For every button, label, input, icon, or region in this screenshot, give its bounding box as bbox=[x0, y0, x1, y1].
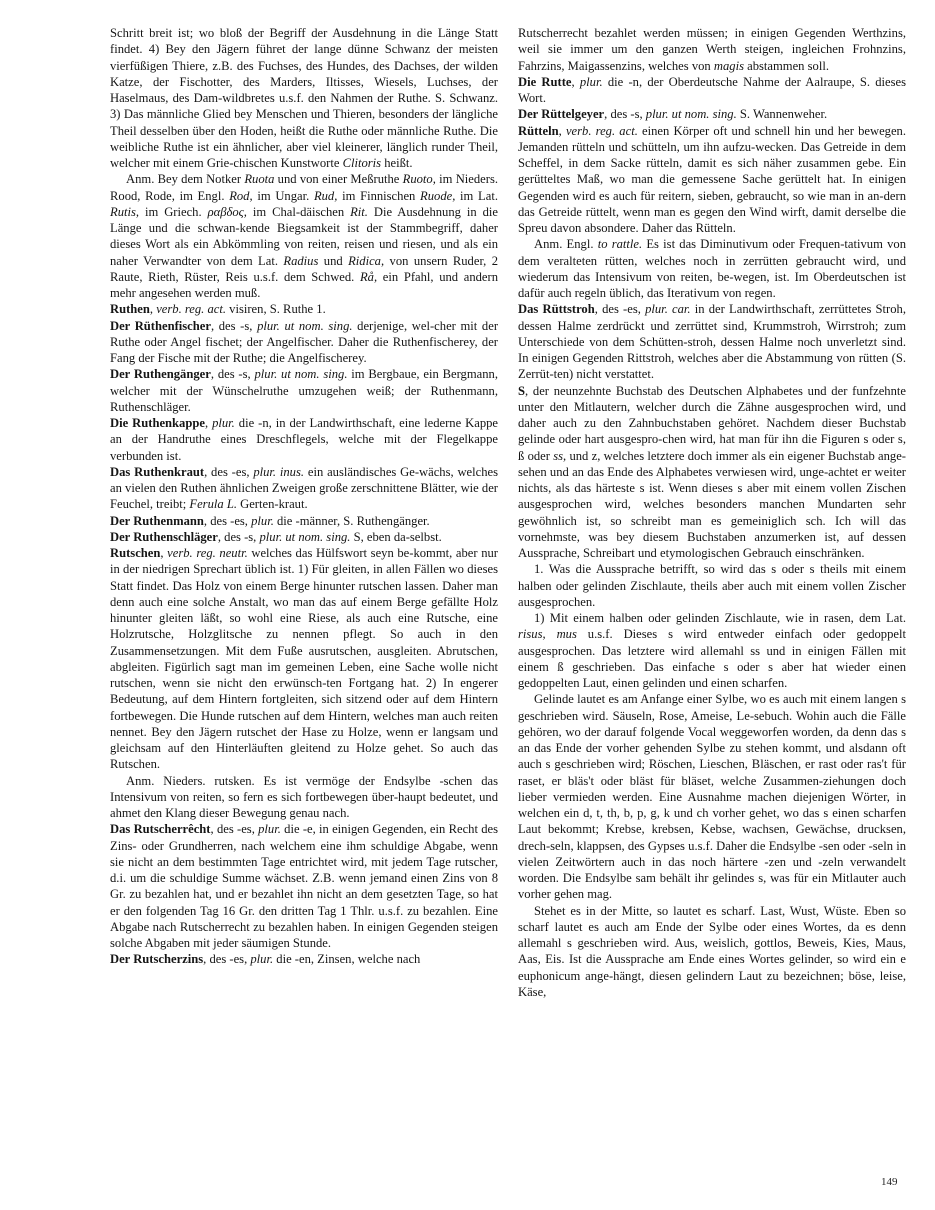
paragraph bbox=[110, 171, 498, 301]
right-column bbox=[518, 25, 906, 1000]
headword: Rütteln bbox=[518, 123, 559, 138]
body-text: im Ungar. bbox=[252, 188, 314, 203]
body-text: die -n, der Oberdeutsche Nahme der Aalraupe, S. dieses Wort. bbox=[518, 74, 906, 105]
italic-text: plur. bbox=[258, 822, 281, 837]
body-text: und von einer Meßruthe bbox=[274, 172, 403, 187]
paragraph bbox=[518, 25, 906, 74]
body-text: abstammen soll. bbox=[743, 58, 829, 73]
italic-text: plur. inus. bbox=[253, 464, 305, 479]
italic-text: Rod, bbox=[229, 188, 253, 203]
headword: Der Ruthengänger bbox=[110, 367, 211, 382]
italic-text: verb. reg. act. bbox=[156, 302, 227, 317]
body-text: , bbox=[571, 74, 580, 89]
headword: Das Ruthenkraut bbox=[110, 464, 205, 479]
dictionary-entry bbox=[110, 513, 498, 529]
body-text: derjenige, wel-cher mit der Ruthe oder Angel fischet; der Angelfischer. Daher die Ruthenfischerey, der Fang der Fische mit der Ruthe; die Angelfischerey. bbox=[110, 318, 499, 365]
dictionary-entry bbox=[110, 366, 498, 415]
italic-text: plur. ut nom. sing. bbox=[257, 318, 353, 333]
italic-text: plur. bbox=[250, 952, 274, 967]
italic-text: Ridica, bbox=[348, 253, 385, 268]
body-text: ein ausländisches Ge-wächs, welches an vielen den Ruthen ähnlichen Zweigen große zerschnittene Blätter, wie der Feuchel, treibt; bbox=[110, 464, 499, 512]
body-text: Gerten-kraut. bbox=[236, 497, 308, 512]
body-text: einen Körper oft und schnell hin und her bewegen. Jemanden rütteln und schütteln, um ihn aufzu-wecken. Das Getreide in dem Scheffel, in dem Sacke rütteln, damit es sich näher zusammen gebe. Ein gerütteltes Maß, wo man die gemessene Sache gerüttelt hat. In einigen Gegenden wird es auch für reitern, sieben, gebraucht, so wie man in an-dern das Getreide rüttelt, wenn man es gegen den Wind wirft, damit derselbe die Spreu davon absondere. Daher das Rütteln. bbox=[518, 123, 906, 235]
body-text: , des -s, bbox=[217, 529, 260, 544]
body-text: die -n, in der Landwirthschaft, eine lederne Kappe an der Handruthe eines Dreschflegels, welche mit der Flegelkappe verbunden ist. bbox=[110, 416, 499, 463]
italic-text: Rå, bbox=[359, 269, 378, 284]
headword: Die Ruthenkappe bbox=[110, 416, 205, 430]
headword: Der Rüthenfischer bbox=[110, 318, 211, 333]
dictionary-entry bbox=[110, 951, 498, 967]
body-text: Es ist das Diminutivum oder Frequen-tativum von dem veralteten rütten, welches noch in zerrütten gebraucht wird, und wiederum das Intensivum von reiten, be-wegen, ist. Im Oberdeutschen ist dafür auch regeln üblich, das Iterativum von regen. bbox=[518, 237, 906, 300]
body-text: von unsern Ruder, 2 Raute, Rieth, Rüster, Reis u.s.f. dem Schwed. bbox=[110, 253, 499, 284]
body-text: 1) Mit einem halben oder gelinden Zischlaute, wie in rasen, dem Lat. bbox=[534, 611, 906, 625]
italic-text: ss, bbox=[553, 448, 567, 463]
italic-text: plur. car. bbox=[645, 302, 691, 317]
italic-text: plur. ut nom. sing. bbox=[645, 107, 737, 122]
body-text: im Chal-däischen bbox=[246, 204, 351, 219]
body-text: im Bergbaue, ein Bergmann, welcher mit der Wünschelruthe umzugehen weiß; der Ruthenmann, Ruthenschläger. bbox=[110, 367, 498, 414]
body-text: u.s.f. Dieses s wird entweder einfach oder gedoppelt ausgesprochen. Das letztere wird allemahl ss und in einigen Fällen mit einem ß geschrieben. Das einfache s oder s aber hat wieder einen gedoppelten Laut, einen gelinden und einen scharfen. bbox=[518, 627, 906, 690]
body-text: , des -es, bbox=[204, 464, 254, 479]
body-text: Die Ausdehnung in die Länge und die schwan-kende Biegsamkeit ist der Stammbegriff, daher dieses Wort als ein Abkömmling von reiten, reisen und riesen, und als ein naher Verwandter von dem Lat. bbox=[110, 204, 499, 268]
body-text: Anm. Nieders. rutsken. Es ist vermöge der Endsylbe -schen das Intensivum von reiten, so fern es sich fortbewegen über-haupt bedeutet, und ahmet den Klang dieser Bewegung genau nach. bbox=[110, 773, 498, 820]
body-text: im Lat. bbox=[455, 188, 498, 203]
paragraph bbox=[518, 561, 906, 610]
italic-text: Radius bbox=[283, 253, 319, 268]
italic-text: Ruode, bbox=[420, 188, 456, 203]
paragraph bbox=[518, 236, 906, 301]
body-text: , bbox=[558, 123, 566, 138]
body-text: Stehet es in der Mitte, so lautet es scharf. Last, Wust, Wüste. Eben so scharf lautet es auch am Ende der Sylbe oder eines Wortes, da es denn allemahl s geschrieben wird. Aus, weislich, gottlos, Beweis, Kies, Maus, Aas, Eis. Ist die Aussprache am Ende eines Wortes gelinder, so wird ein e euphonicum ange-hängt, diesen gelindern Laut zu bezeichnen; böse, leise, Käse, bbox=[518, 903, 906, 999]
body-text: 1. Was die Aussprache betrifft, so wird das s oder s theils mit einem halben oder gelinden Zischlaute, theils aber auch mit einem vollen Zischer ausgesprochen. bbox=[518, 562, 906, 609]
dictionary-entry bbox=[110, 415, 498, 464]
headword: Die Rutte bbox=[518, 74, 572, 89]
body-text: Anm. Bey dem Notker bbox=[126, 172, 245, 187]
body-text: Schritt breit ist; wo bloß der Begriff der Ausdehnung in die Länge Statt findet. 4) Bey den Jägern führet der lange dünne Schwanz der meisten vierfüßigen Thiere, z.B. des Fuchses, des Hundes, des Dachses, der wilden Katze, der Fischotter, des Marders, Iltisses, Wiesels, Luchses, der Haselmaus, des Dam-wildbretes u.s.f. den Nahmen der Ruthe. S. Schwanz. 3) Das männliche Glied bey Menschen und Thieren, besonders der längliche Theil desselben über den Hoden, heißt die Ruthe oder männliche Ruthe. Die weibliche Ruthe ist ein ähnlicher, aber viel kleinerer, länglich runder Theil, welcher mit einem Grie-chischen Kunstworte bbox=[110, 26, 498, 170]
dictionary-entry bbox=[110, 464, 498, 513]
body-text: im Finnischen bbox=[337, 188, 421, 203]
headword: Der Rutscherzins bbox=[110, 952, 204, 967]
body-text: und z, welches letztere doch immer als ein eigener Buchstab ange-sehen und an das Ende des Alphabetes verwiesen wird, unge-achtet er weiter nichts, als das härteste s ist. Wenn dieses s aber mit einem vollen Zischen ausgesprochen wird, welches besonders manchen Mundarten sehr gewöhnlich ist, so schreibt man es gemeiniglich sch. Ich will das vornehmste, was bey diesem Buchstaben anzumerken ist, auf dessen Aussprache, Schreibart und etymologischen Gebrauch einschränken. bbox=[518, 448, 906, 560]
body-text: , des -s, bbox=[210, 318, 258, 333]
italic-text: risus, mus bbox=[518, 627, 577, 642]
dictionary-entry bbox=[110, 545, 498, 773]
dictionary-entry bbox=[518, 301, 906, 382]
body-text: S. Wannenweher. bbox=[736, 107, 828, 122]
headword: Der Ruthenschläger bbox=[110, 529, 218, 544]
left-column bbox=[110, 25, 498, 968]
body-text: in der Landwirthschaft, zerrüttetes Stroh, dessen Halme zerdrückt und zerrüttet sind, Krummstroh, Wirrstroh; zum Unterschiede von dem Schütten-stroh, dessen Halme noch unverletzt sind. In einigen Gegenden Rittstroh, welches aber die Abstammung von rütten (S. Zerrüt-ten) nicht verstattet. bbox=[518, 302, 906, 382]
body-text: welches das Hülfswort seyn be-kommt, aber nur in der niedrigen Sprechart üblich ist. 1) Für gleiten, in allen Fällen wo dieses Statt findet. Das Holz von einem Berge hinunter rutschen lassen. Daher man denn auch eine solche Anstalt, wo man das auf einem Berge gefällte Holz hinunter gleiten läßt, so wohl eine Riese, als auch eine Rutsche, eine Holzrutsche, Holzglitsche zu nennen pflegt. So auch in den Zusammensetzungen. Mit dem Fuße ausrutschen, ausgleiten. Abrutschen, abgleiten. Figürlich sagt man im gemeinen Leben, eine Sache wolle nicht rutschen, wenn sie nicht den erwünsch-ten Fortgang hat. 2) In engerer Bedeutung, auf dem Hintern fortgleiten, sich sitzend oder auf dem Hintern fortbewegen. Die Hunde rutschen auf dem Hintern, welches man auch reiten nennet. Bey den Jägern rutschet der Hase zu Holze, wenn er langsam und gleichsam auf den Hinterläuften gleitend zu Holze gehet. So auch das Rutschen. bbox=[110, 546, 498, 772]
headword: Das Rutscherrêcht bbox=[110, 822, 211, 837]
paragraph bbox=[518, 691, 906, 902]
italic-text: verb. reg. act. bbox=[565, 123, 638, 138]
body-text: im Nieders. Rood, Rode, im Engl. bbox=[110, 172, 499, 203]
italic-text: plur. bbox=[212, 416, 235, 430]
dictionary-entry bbox=[110, 821, 498, 951]
body-text: , bbox=[204, 416, 213, 430]
dictionary-entry bbox=[518, 123, 906, 237]
body-text: Rutscherrecht bezahlet werden müssen; in einigen Gegenden Werthzins, weil sie immer um den ganzen Werth steigen, ingleichen Frohnzins, Fahrzins, Maigassenzins, welches von bbox=[518, 26, 906, 73]
body-text: , des -s, bbox=[210, 367, 255, 382]
body-text: , des -s, bbox=[604, 107, 646, 122]
body-text: , der neunzehnte Buchstab des Deutschen Alphabetes und der funfzehnte unter den Mitlautern, welcher durch die Zähne ausgesprochen wird, und daher auch zu den Zahnbuchstaben gehöret. Nachdem dieser Buchstab gelinde oder hart ausgespro-chen wird, hat man für ihn die Figuren s oder s, ß oder bbox=[518, 383, 906, 463]
italic-text: plur. ut nom. sing. bbox=[254, 367, 348, 382]
italic-text: plur. ut nom. sing. bbox=[259, 529, 351, 544]
headword: Der Ruthenmann bbox=[110, 513, 204, 528]
italic-text: Rud, bbox=[313, 188, 338, 203]
body-text: und bbox=[318, 253, 349, 268]
dictionary-entry bbox=[110, 318, 498, 367]
body-text: , des -es, bbox=[210, 822, 259, 837]
dictionary-entry bbox=[110, 301, 498, 317]
body-text: S, eben da-selbst. bbox=[350, 529, 442, 544]
headword: S bbox=[518, 383, 526, 398]
body-text: die -e, in einigen Gegenden, ein Recht des Zins- oder Grundherren, nach welchem eine ihm schuldige Abgabe, wenn sie nicht an dem bestimmten Tage entrichtet wird, mit jedem Tage rutscher, d.i. um die schuldige Summe wächset. Z.B. wenn jemand einen Zins von 8 Gr. zu bezahlen hat, und er bezahlet ihn nicht an dem gesetzten Tage, so hat er den folgenden Tag 16 Gr. den dritten Tag 1 Thlr. u.s.f. zu bezahlen. Eine Abgabe nach Rutscherrecht zu bezahlen haben. In einigen Gegenden steigen solche Abgaben mit jeder säumigen Stunde. bbox=[110, 822, 499, 950]
body-text: visiren, S. Ruthe 1. bbox=[226, 302, 326, 317]
italic-text: Clitoris bbox=[342, 156, 382, 170]
paragraph bbox=[110, 25, 498, 171]
body-text: im Griech. bbox=[139, 204, 208, 219]
italic-text: plur. bbox=[579, 74, 603, 89]
dictionary-entry bbox=[110, 529, 498, 545]
dictionary-entry bbox=[518, 383, 906, 562]
headword: Rutschen bbox=[110, 546, 161, 560]
body-text: die -en, Zinsen, welche nach bbox=[273, 952, 421, 967]
paragraph bbox=[518, 903, 906, 1001]
body-text: , des -es, bbox=[594, 302, 646, 317]
headword: Ruthen bbox=[110, 302, 150, 317]
body-text: Gelinde lautet es am Anfange einer Sylbe, wo es auch mit einem langen s geschrieben wird. Säuseln, Rose, Ameise, Le-sebuch. Wohin auch die Fälle gehören, wo der darauf folgende Vocal weggeworfen worden, da denn das s an das Ende der vorher gehenden Sylbe zu stehen kommt, und alsdann oft auch s geschrieben wird; Röschen, Lieschen, Bläschen, er rast oder ras't für raset, er bläs't oder bläst für bläset, welche Zusammen-ziehungen doch lieber vermieden werden. Eine Ausnahme machen diejenigen Wörter, in welchen ein d, t, th, b, p, g, k und ch vorher gehet, wo das s einen scharfen Laut bekommt; Krebse, krebsen, Kebse, wachsen, Gewächse, drucksen, drech-seln, klappsen, des Gypses u.s.f. Daher die Endsylbe -sen oder -seln in vielen Zeitwörtern auch in das noch härtere -zen und -zeln verwandelt worden. Die Endsylbe sam behält ihr gelindes s, was für ein Mitlauter auch vorher gehen mag. bbox=[518, 692, 906, 902]
dictionary-entry bbox=[518, 106, 906, 122]
italic-text: verb. reg. neutr. bbox=[167, 546, 248, 560]
italic-text: magis bbox=[713, 58, 744, 73]
body-text: ein Pfahl, und andern mehr angesehen werden muß. bbox=[110, 269, 499, 300]
italic-text: to rattle. bbox=[597, 237, 643, 252]
page-number: 149 bbox=[881, 1176, 898, 1188]
italic-text: Ferula L. bbox=[189, 497, 237, 512]
body-text: heißt. bbox=[381, 156, 413, 170]
paragraph bbox=[518, 610, 906, 691]
headword: Der Rüttelgeyer bbox=[518, 107, 605, 122]
body-text: , des -es, bbox=[203, 952, 251, 967]
body-text: , bbox=[149, 302, 157, 317]
body-text: die -männer, S. Ruthengänger. bbox=[273, 513, 430, 528]
headword: Das Rüttstroh bbox=[518, 302, 595, 317]
body-text: , bbox=[160, 546, 168, 560]
italic-text: Rutis, bbox=[110, 204, 140, 219]
body-text: Anm. Engl. bbox=[534, 237, 598, 252]
paragraph bbox=[110, 773, 498, 822]
italic-text: Ruoto, bbox=[402, 172, 436, 187]
italic-text: ραβδος, bbox=[207, 204, 247, 219]
italic-text: plur. bbox=[251, 513, 274, 528]
italic-text: Rit. bbox=[350, 204, 368, 219]
body-text: , des -es, bbox=[203, 513, 252, 528]
dictionary-entry bbox=[518, 74, 906, 107]
italic-text: Ruota bbox=[244, 172, 275, 187]
